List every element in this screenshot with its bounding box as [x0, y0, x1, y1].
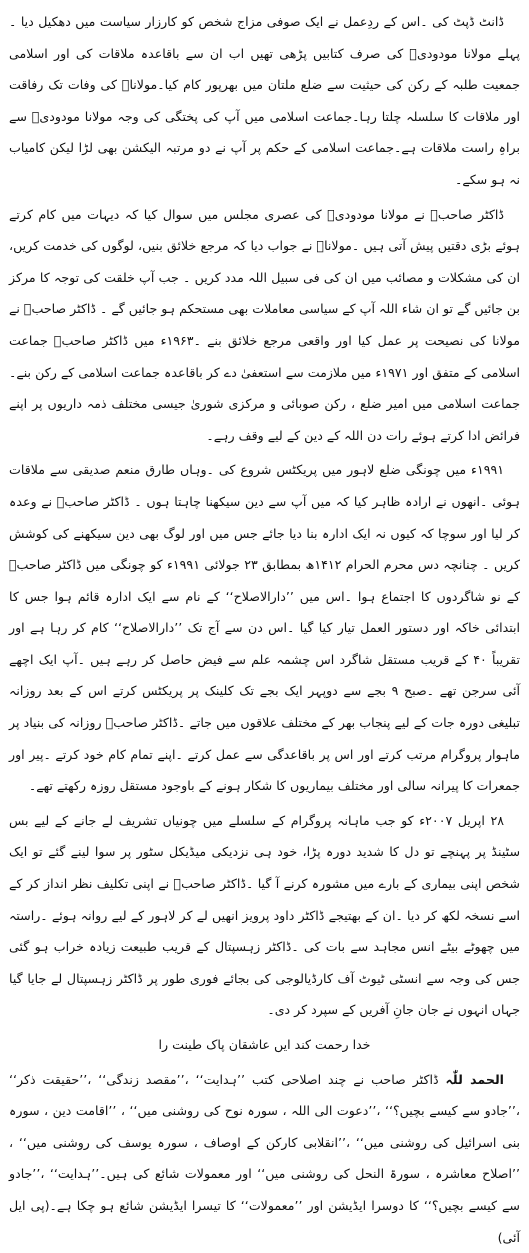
- paragraph-maududi-advice: ڈاکٹر صاحبؒ نے مولانا مودودیؒ کی عصری مجلس میں سوال کیا کہ دیہات میں کام کرتے ہوئے بڑی دقتیں پیش آتی ہیں ۔مولاناؒ نے جواب دیا کہ مرجع خلائق بنیں، لوگوں کی خدمت کریں، ان کی مشکلات و مصائب میں ان کی فی سبیل اللہ مدد کریں ۔ جب آپ خلقت کی توجہ کا مرکز بن جائیں گے تو ان شاء اللہ آپ کے سیاسی معاملات بھی مستحکم ہو جائیں گے ۔ ڈاکٹر صاحبؒ نے مولانا کی نصیحت پر عمل کیا اور واقعی مرجع خلائق بنے ۔۱۹۶۳ء میں ڈاکٹر صاحبؒ جماعت اسلامی کے متفق اور ۱۹۷۱ء میں ملازمت سے استعفیٰ دے کر باقاعدہ جماعت اسلامی کے رکن بنے۔جماعت اسلامی میں امیر ضلع ، رکن صوبائی و مرکزی شوریٰ جیسی مختلف ذمہ داریوں پر اپنے فرائض ادا کرتے ہوئے رات دن اللہ کے دین کے لیے وقف رہے۔: [9, 206, 520, 443]
- paragraph-dar-ul-islah: ۱۹۹۱ء میں چونگی ضلع لاہور میں پریکٹس شروع کی ۔وہاں طارق منعم صدیقی سے ملاقات ہوئی ۔انھوں نے ارادہ ظاہر کیا کہ میں آپ سے دین سیکھنا چاہتا ہوں ۔ ڈاکٹر صاحبؒ نے وعدہ کر لیا اور سوچا کہ کیوں نہ ایک ادارہ بنا دیا جائے جس میں اور لوگ بھی دین سیکھنے کی کوشش کریں ۔ چنانچہ دس محرم الحرام ۱۴۱۲ھ بمطابق ۲۳ جولائی ۱۹۹۱ء کو چونگی میں ڈاکٹر صاحبؒ کے نو شاگردوں کا اجتماع ہوا ۔اس میں ’’دارالاصلاح‘‘ کے نام سے ایک ادارہ قائم ہوا جس کا ابتدائی خاکہ اور دستور العمل تیار کیا گیا ۔اس دن سے آج تک ’’دارالاصلاح‘‘ کام کر رہا ہے اور تقریباً ۴۰ کے قریب مستقل شاگرد اس چشمہ علم سے فیض حاصل کر رہے ہیں ۔آپ ایک اچھے آئی سرجن تھے ۔صبح ۹ بجے سے دوپہر ایک بجے تک کلینک پر پریکٹس کرتے اس کے بعد روزانہ تبلیغی دورہ جات کے لیے پنجاب بھر کے مختلف علاقوں میں جاتے ۔ڈاکٹر صاحبؒ روزانہ کی بنیاد پر ماہوار پروگرام مرتب کرتے اور اس پر باقاعدگی سے عمل کرتے ۔اپنے تمام کام خود کرتے ۔پیر اور جمعرات کا پیرانہ سالی اور مختلف بیماریوں کا شکار ہونے کے باوجود مستقل روزہ رکھتے تھے۔: [9, 462, 521, 794]
- closing-lead: الحمد للّٰہ: [445, 1071, 504, 1087]
- verse-line: خدا رحمت کند ایں عاشقان پاک طینت را: [158, 1037, 371, 1052]
- paragraph-political-career: ڈانٹ ڈپٹ کی ۔اس کے ردِعمل نے ایک صوفی مزاج شخص کو کارزار سیاست میں دھکیل دیا ۔ پہلے مولانا مودودیؒ کی صرف کتابیں پڑھی تھیں اب ان سے باقاعدہ ملاقات کی اور اسلامی جمعیت طلبہ کے رکن کی حیثیت سے ضلع ملتان میں بھرپور کام کیا۔مولاناؒ کی وفات تک رفاقت اور ملاقات کا سلسلہ چلتا رہا۔جماعت اسلامی میں آپ کی پختگی کی وجہ مولانا مودودیؒ سے براہِ راست ملاقات ہے۔جماعت اسلامی کے حکم پر آپ نے دو مرتبہ الیکشن بھی لڑا لیکن کامیاب نہ ہو سکے۔: [9, 14, 520, 187]
- paragraph-books: [9, 1064, 520, 1253]
- closing-body: ڈاکٹر صاحب نے چند اصلاحی کتب ’’ہدایت‘‘ ،’’مقصد زندگی‘‘ ،’’حقیقت ذکر‘‘ ،’’جادو سے کیسے بچیں؟‘‘ ،’’دعوت الی اللہ ، سورہ نوح کی روشنی میں‘‘ ، ’’اقامت دین ، سورہ بنی اسرائیل کی روشنی میں‘‘ ،’’انقلابی کارکن کے اوصاف ، سورہ یوسف کی روشنی میں‘‘ ، ’’اصلاح معاشرہ ، سورۃ النحل کی روشنی میں‘‘ اور معمولات شائع کی ہیں۔’’ہدایت‘‘ ،’’جادو سے کیسے بچیں؟‘‘ کا دوسرا ایڈیشن اور ’’معمولات‘‘ کا تیسرا ایڈیشن شائع ہو چکا ہے۔(پی ایل آئی): [9, 1071, 520, 1245]
- paragraph-passing-away: ۲۸ اپریل ۲۰۰۷ء کو جب ماہانہ پروگرام کے سلسلے میں چونیاں تشریف لے جانے کے لیے بس سٹینڈ پر پہنچے تو دل کا شدید دورہ پڑا، خود ہی نزدیکی میڈیکل سٹور پر سوا لینے گئے تو ایک شخص اپنی بیماری کے بارے میں مشورہ کرنے آ گیا ۔ڈاکٹر صاحبؒ نے اپنی تکلیف نظر انداز کر کے اسے نسخہ لکھ کر دیا ۔ان کے بھتیجے ڈاکٹر داود پرویز انھیں لے کر لاہور کے لیے روانہ ہوئے ۔راستہ میں چھوٹے بیٹے انس مجاہد سے بات کی ۔ڈاکٹر زہسپتال کے قریب طبیعت زیادہ خراب ہو گئی جس کی وجہ سے انسٹی ٹیوٹ آف کارڈیالوجی کی بجائے فوری طور پر ڈاکٹر زہسپتال لے جایا گیا جہاں انہوں نے جان جانِ آفریں کے سپرد کر دی۔: [9, 812, 520, 1018]
